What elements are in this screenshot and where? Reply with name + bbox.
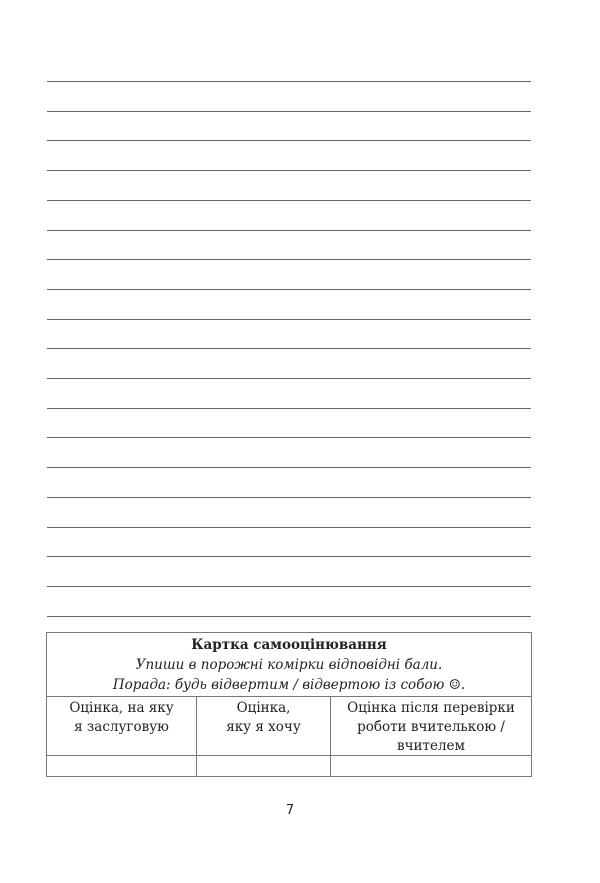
writing-line[interactable] — [47, 556, 531, 557]
writing-line[interactable] — [47, 111, 531, 112]
writing-line[interactable] — [47, 289, 531, 290]
self-assessment-card — [46, 632, 532, 777]
column-header-wanted — [197, 697, 331, 755]
page-number: 7 — [285, 803, 295, 818]
writing-line[interactable] — [47, 81, 531, 82]
writing-line[interactable] — [47, 230, 531, 231]
card-tip: Порада: будь відвертим / відвертою із собою ☺. — [112, 677, 466, 693]
writing-line[interactable] — [47, 586, 531, 587]
header-text: вчителем — [396, 738, 466, 754]
writing-line[interactable] — [47, 200, 531, 201]
writing-line[interactable] — [47, 616, 531, 617]
card-title: Картка самооцінювання — [191, 637, 387, 653]
writing-line[interactable] — [47, 467, 531, 468]
writing-line[interactable] — [47, 170, 531, 171]
writing-line[interactable] — [47, 319, 531, 320]
score-cell-wanted[interactable] — [197, 756, 331, 776]
header-text: Оцінка, на яку — [69, 700, 174, 716]
header-text: Оцінка після перевірки — [347, 700, 515, 716]
card-instruction: Упиши в порожні комірки відповідні бали. — [135, 657, 443, 673]
writing-line[interactable] — [47, 348, 531, 349]
writing-line[interactable] — [47, 140, 531, 141]
writing-line[interactable] — [47, 497, 531, 498]
writing-line[interactable] — [47, 259, 531, 260]
column-header-teacher — [331, 697, 531, 755]
writing-line[interactable] — [47, 408, 531, 409]
writing-line[interactable] — [47, 378, 531, 379]
header-text: Оцінка, — [236, 700, 291, 716]
card-header — [47, 633, 531, 697]
writing-line[interactable] — [47, 437, 531, 438]
column-header-deserved — [47, 697, 197, 755]
score-row — [47, 755, 531, 776]
score-cell-deserved[interactable] — [47, 756, 197, 776]
header-text: роботи вчителькою / — [357, 719, 505, 735]
column-headers — [47, 697, 531, 755]
header-text: я заслуговую — [74, 719, 169, 735]
score-cell-teacher[interactable] — [331, 756, 531, 776]
writing-line[interactable] — [47, 527, 531, 528]
header-text: яку я хочу — [226, 719, 301, 735]
